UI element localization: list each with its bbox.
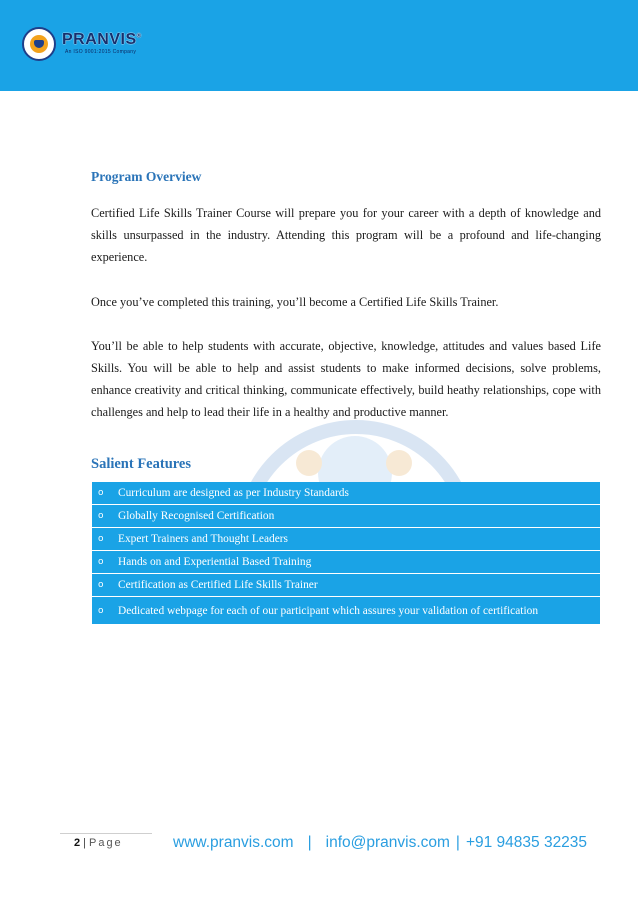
feature-item <box>92 551 600 574</box>
header-band <box>0 0 638 91</box>
feature-item <box>92 482 600 505</box>
footer-divider <box>60 833 152 834</box>
main-content <box>91 166 601 423</box>
phone-number: +91 94835 32235 <box>465 834 588 851</box>
bullet-icon: o <box>98 488 104 498</box>
website-link[interactable]: www.pranvis.com <box>173 834 294 851</box>
logo-tagline: An ISO 9001:2015 Company <box>65 49 137 55</box>
feature-item <box>92 505 600 528</box>
bullet-icon: o <box>98 534 104 544</box>
features-list <box>92 482 600 624</box>
features-title: Salient Features <box>91 456 192 472</box>
logo-seal-icon <box>22 27 56 61</box>
overview-paragraph-3: You’ll be able to help students with accurate, objective, knowledge, attitudes and values based Life Skills. You will be able to help and assist students to make informed decisions, solve problems, enhance creativity and critical thinking, communicate effectively, build heathy relationships, cope with challenges and help to lead their life in a healthy and productive manner. <box>91 339 601 419</box>
bullet-icon: o <box>98 580 104 590</box>
pranvis-logo <box>22 25 157 63</box>
bullet-icon: o <box>98 605 104 616</box>
overview-paragraph-2: Once you’ve completed this training, you’ll become a Certified Life Skills Trainer. <box>91 295 499 309</box>
feature-item-label: Globally Recognised Certification <box>118 510 275 522</box>
feature-item <box>92 574 600 597</box>
logo-name: PRANVIS® <box>62 31 142 48</box>
overview-paragraph-1: Certified Life Skills Trainer Course will prepare you for your career with a depth of knowledge and skills unsurpassed in the industry. Attending this program will be a profound and life-changing experience. <box>91 206 601 264</box>
email-link[interactable]: info@pranvis.com <box>325 834 450 851</box>
footer-contacts: www.pranvis.com | info@pranvis.com | +91 94835 32235 <box>173 834 588 851</box>
feature-item-label: Curriculum are designed as per Industry Standards <box>118 487 349 499</box>
feature-item <box>92 528 600 551</box>
page-number: 2 | Page <box>74 837 123 849</box>
feature-item-label: Dedicated webpage for each of our participant which assures your validation of certification <box>118 604 539 617</box>
overview-title: Program Overview <box>91 169 202 184</box>
feature-item-label: Certification as Certified Life Skills Trainer <box>118 579 318 591</box>
feature-item-label: Hands on and Experiential Based Training <box>118 556 312 568</box>
bullet-icon: o <box>98 511 104 521</box>
bullet-icon: o <box>98 557 104 567</box>
feature-item <box>92 597 600 624</box>
feature-item-label: Expert Trainers and Thought Leaders <box>118 533 288 545</box>
